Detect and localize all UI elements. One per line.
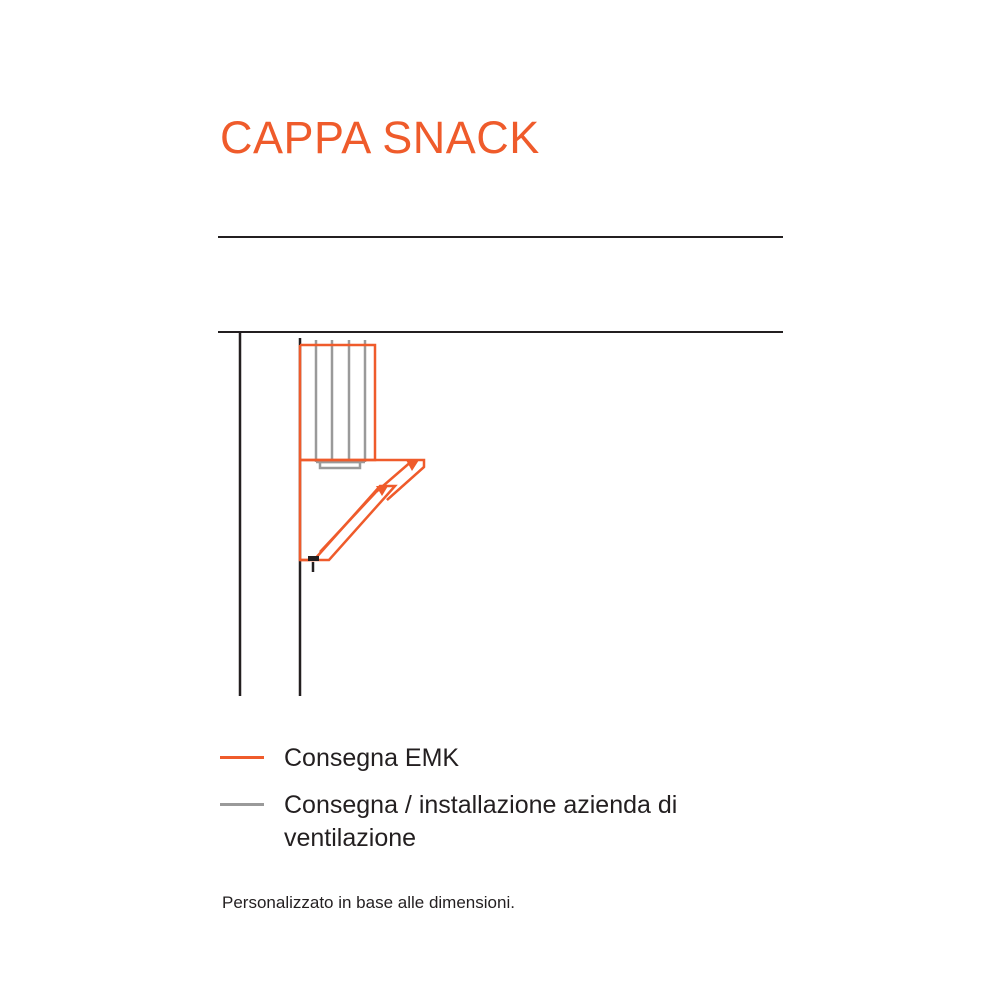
legend-item-label: Consegna EMK bbox=[284, 744, 460, 772]
drain-outlet bbox=[308, 556, 319, 572]
legend bbox=[220, 742, 820, 869]
ventilation-duct bbox=[316, 340, 365, 468]
footnote: Personalizzato in base alle dimensioni. bbox=[222, 893, 515, 912]
cappa-snack-drawing bbox=[180, 300, 820, 720]
legend-item-label: Consegna / installazione azienda di ventilazione bbox=[284, 791, 678, 852]
line-swatch-orange bbox=[220, 756, 264, 759]
legend-item bbox=[220, 789, 820, 855]
line-swatch-grey bbox=[220, 803, 264, 806]
structure-lines bbox=[240, 331, 300, 696]
legend-item bbox=[220, 742, 820, 775]
divider-top bbox=[218, 236, 783, 238]
diagram-canvas bbox=[180, 300, 820, 720]
hood-body-emk bbox=[300, 345, 424, 560]
page-title: CAPPA SNACK bbox=[220, 112, 540, 163]
